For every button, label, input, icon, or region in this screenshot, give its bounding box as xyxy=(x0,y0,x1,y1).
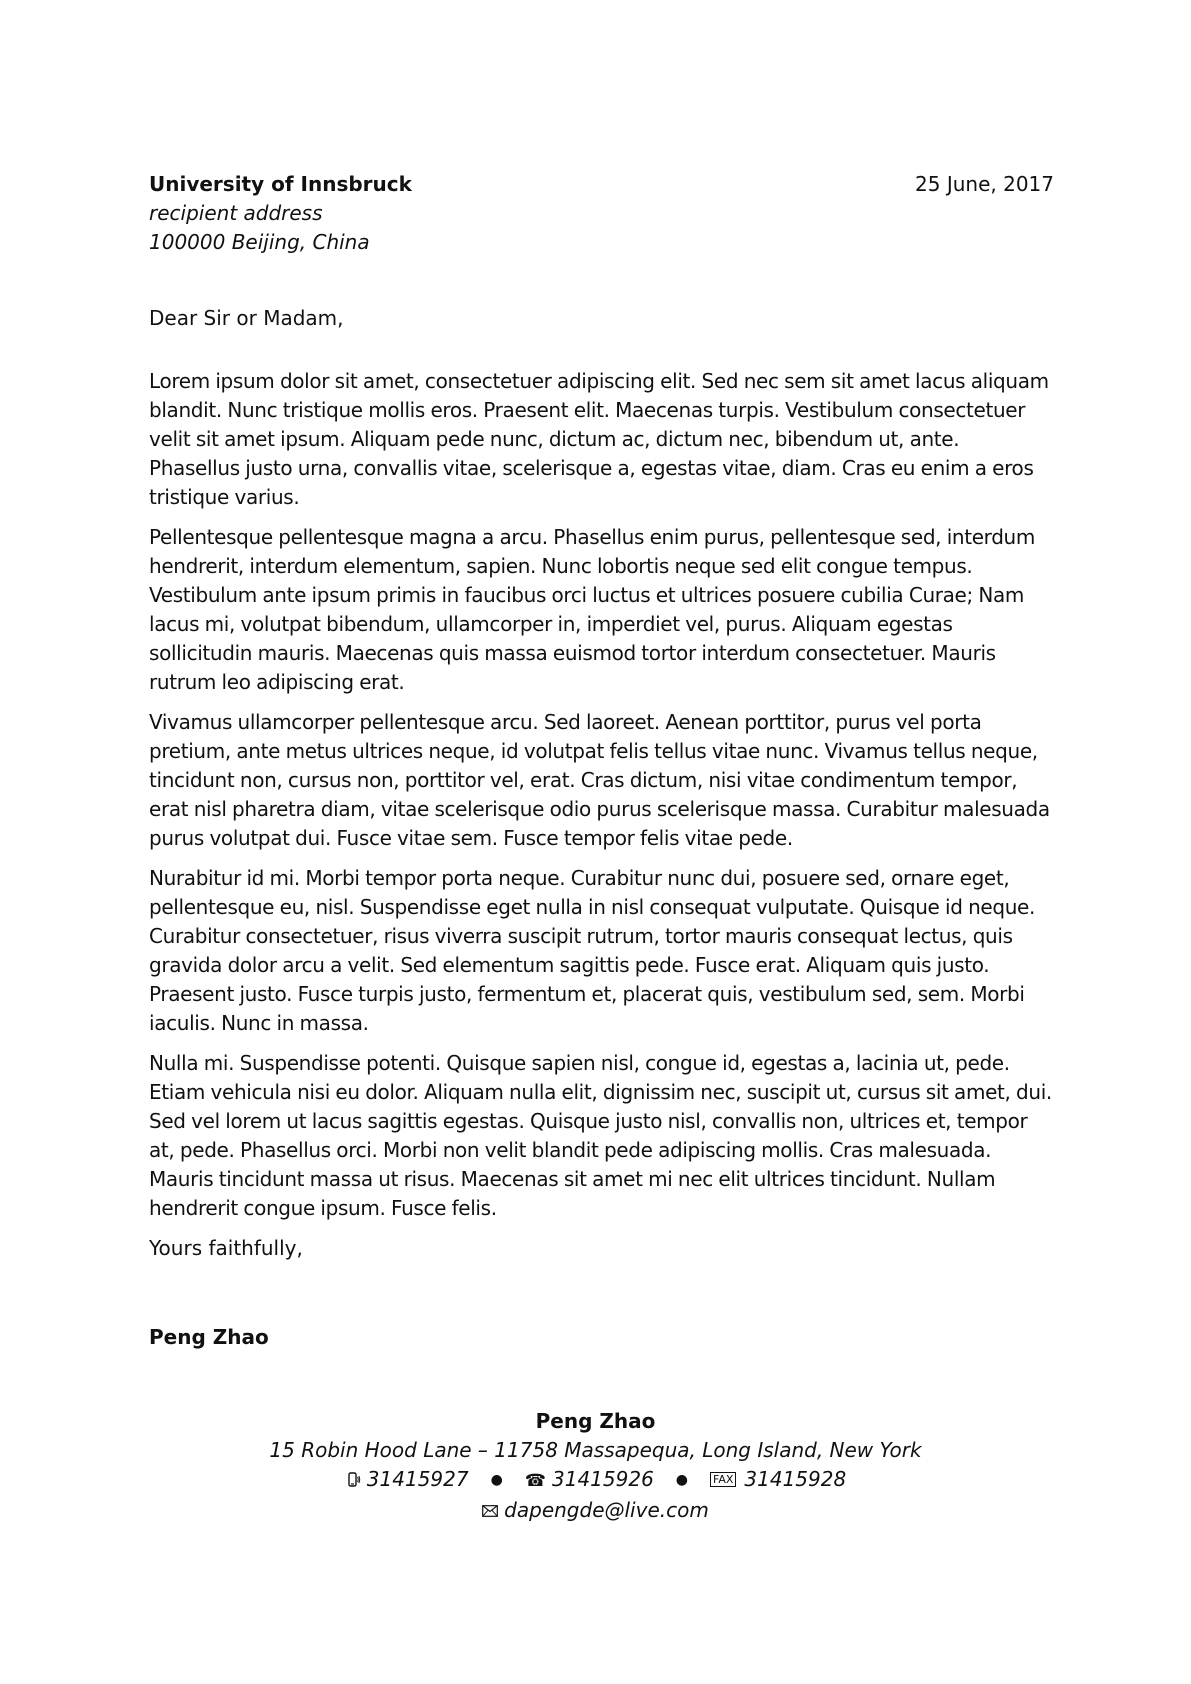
mobile-phone-icon xyxy=(345,1467,361,1496)
letter-page xyxy=(149,170,1054,1352)
body-paragraph: Lorem ipsum dolor sit amet, consectetuer adipiscing elit. Sed nec sem sit amet lacus aliquam blandit. Nunc tristique mollis eros. Praesent elit. Maecenas turpis. Vestibulum consectetuer velit sit amet ipsum. Aliquam pede nunc, dictum ac, dictum nec, bibendum ut, ante. Phasellus justo urna, convallis vitae, scelerisque a, egestas vitae, diam. Cras eu enim a eros tristique varius. xyxy=(149,369,1049,509)
body-paragraph: Vivamus ullamcorper pellentesque arcu. Sed laoreet. Aenean porttitor, purus vel porta pretium, ante metus ultrices neque, id volutpat felis tellus vitae nunc. Vivamus tellus neque, tincidunt non, cursus non, porttitor vel, erat. Cras dictum, nisi vitae condimentum tempor, erat nisl pharetra diam, vitae scelerisque odio purus scelerisque massa. Curabitur malesuada purus volutpat dui. Fusce vitae sem. Fusce tempor felis vitae pede. xyxy=(149,710,1050,850)
salutation: Dear Sir or Madam, xyxy=(149,306,344,330)
letter-date: 25 June, 2017 xyxy=(915,172,1054,196)
footer-fax-number: 31415928 xyxy=(744,1467,847,1491)
footer-phone-number: 31415926 xyxy=(552,1467,654,1491)
recipient-address-line1: recipient address xyxy=(149,201,323,225)
envelope-icon xyxy=(482,1498,498,1527)
footer-address: 15 Robin Hood Lane – 11758 Massapequa, Long Island, New York xyxy=(269,1438,922,1462)
closing: Yours faithfully, xyxy=(149,1236,303,1260)
footer-contact-line xyxy=(0,1465,1191,1496)
body-paragraph: Nulla mi. Suspendisse potenti. Quisque sapien nisl, congue id, egestas a, lacinia ut, pede. Etiam vehicula nisi eu dolor. Aliquam nulla elit, dignissim nec, suscipit ut, cursus sit amet, dui. Sed vel lorem ut lacus sagittis egestas. Quisque justo nisl, convallis non, ultrices et, tempor at, pede. Phasellus orci. Morbi non velit blandit pede adipiscing mollis. Cras malesuada. Mauris tincidunt massa ut risus. Maecenas sit amet mi nec elit ultrices tincidunt. Nullam hendrerit congue ipsum. Fusce felis. xyxy=(149,1051,1052,1220)
sender-footer xyxy=(0,1407,1191,1527)
body-paragraph: Pellentesque pellentesque magna a arcu. Phasellus enim purus, pellentesque sed, interdum hendrerit, interdum elementum, sapien. Nunc lobortis neque sed elit congue tempus. Vestibulum ante ipsum primis in faucibus orci luctus et ultrices posuere cubilia Curae; Nam lacus mi, volutpat bibendum, ullamcorper in, imperdiet vel, purus. Aliquam egestas sollicitudin mauris. Maecenas quis massa euismod tortor interdum consectetuer. Mauris rutrum leo adipiscing erat. xyxy=(149,525,1035,694)
letter-body xyxy=(149,367,1054,1223)
signature-name: Peng Zhao xyxy=(149,1325,269,1349)
fax-icon: FAX xyxy=(710,1472,736,1487)
recipient-block xyxy=(149,170,1054,257)
footer-email[interactable]: dapengde@live.com xyxy=(504,1498,709,1522)
body-paragraph: Nurabitur id mi. Morbi tempor porta neque. Curabitur nunc dui, posuere sed, ornare eget, pellentesque eu, nisl. Suspendisse eget nulla in nisl consequat vulputate. Quisque id neque. Curabitur consectetuer, risus viverra suscipit rutrum, tortor mauris consequat lectus, quis gravida dolor arcu a velit. Sed elementum sagittis pede. Fusce erat. Aliquam quis justo. Praesent justo. Fusce turpis justo, fermentum et, placerat quis, vestibulum sed, sem. Morbi iaculis. Nunc in massa. xyxy=(149,866,1035,1035)
footer-mobile-number: 31415927 xyxy=(366,1467,469,1491)
recipient-address-line2: 100000 Beijing, China xyxy=(149,230,370,254)
footer-name: Peng Zhao xyxy=(535,1409,656,1433)
footer-email-line xyxy=(0,1496,1191,1527)
telephone-icon: ☎ xyxy=(524,1471,546,1491)
separator-bullet: ● xyxy=(490,1472,503,1488)
separator-bullet: ● xyxy=(675,1472,689,1488)
recipient-name: University of Innsbruck xyxy=(149,172,412,196)
